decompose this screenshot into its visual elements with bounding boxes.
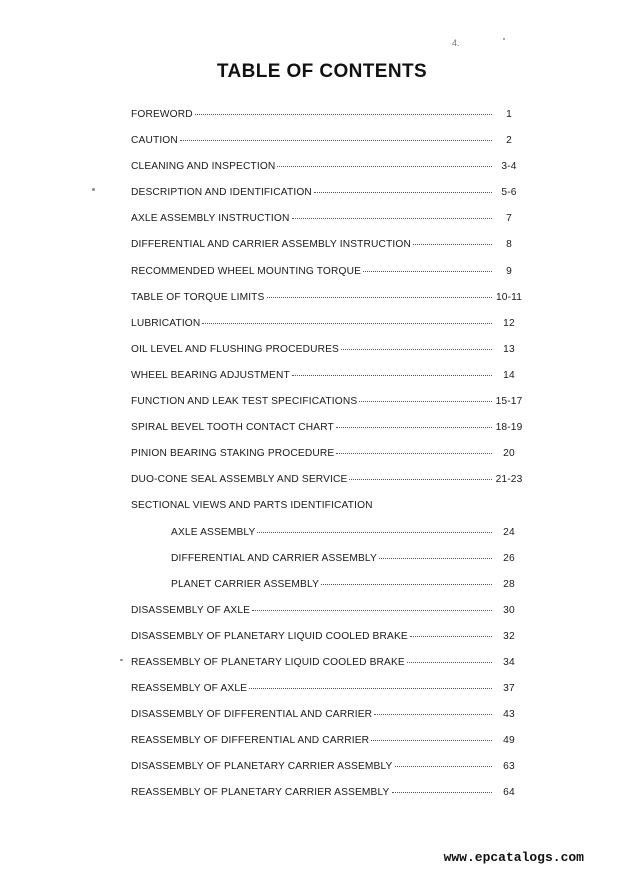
toc-entry-page: 64 [503, 787, 515, 799]
scan-mark: 4. [452, 38, 460, 48]
toc-entry-page: 21-23 [495, 474, 523, 486]
toc-entry-page: 28 [503, 578, 515, 590]
scan-speck [503, 38, 505, 40]
toc-entry[interactable] [131, 187, 523, 213]
toc-entry[interactable] [131, 239, 523, 265]
dot-leader [395, 766, 493, 767]
toc-entry-page: 9 [506, 265, 512, 277]
dot-leader [410, 636, 492, 637]
dot-leader [336, 427, 492, 428]
dot-leader [292, 218, 493, 219]
toc-entry[interactable] [131, 448, 523, 474]
toc-entry-page: 18-19 [495, 422, 523, 434]
toc-entry[interactable] [131, 761, 523, 787]
toc-entry[interactable] [131, 709, 523, 735]
toc-entry-page: 63 [503, 761, 515, 773]
toc-entry-page: 20 [503, 448, 515, 460]
toc-entry-label: AXLE ASSEMBLY INSTRUCTION [131, 213, 290, 225]
toc-entry[interactable] [131, 266, 523, 292]
toc-entry-page: 14 [503, 369, 515, 381]
toc-entry[interactable] [131, 292, 523, 318]
toc-entry-label: PINION BEARING STAKING PROCEDURE [131, 448, 335, 460]
dot-leader [180, 140, 492, 141]
toc-entry-label: DUO-CONE SEAL ASSEMBLY AND SERVICE [131, 474, 348, 486]
dot-leader [363, 271, 492, 272]
toc-entry[interactable] [131, 422, 523, 448]
toc-entry-page: 2 [506, 135, 512, 147]
dot-leader [371, 740, 492, 741]
toc-entry-label: DISASSEMBLY OF DIFFERENTIAL AND CARRIER [131, 709, 373, 721]
dot-leader [267, 297, 493, 298]
dot-leader [252, 610, 492, 611]
dot-leader [321, 584, 492, 585]
toc-entry-page: 26 [503, 552, 515, 564]
dot-leader [379, 558, 492, 559]
toc-entry[interactable] [131, 500, 523, 526]
scan-speck [92, 188, 95, 191]
toc-entry-label: DIFFERENTIAL AND CARRIER ASSEMBLY [171, 552, 377, 564]
toc-entry-label: TABLE OF TORQUE LIMITS [131, 291, 265, 303]
toc-entry-page: 15-17 [495, 396, 523, 408]
toc-entry-label: DISASSEMBLY OF PLANETARY LIQUID COOLED BRAKE [131, 630, 408, 642]
toc-entry-page: 8 [506, 239, 512, 251]
toc-entry[interactable] [131, 396, 523, 422]
toc-entry-page: 13 [503, 343, 515, 355]
table-of-contents [131, 109, 523, 814]
toc-entry[interactable] [131, 344, 523, 370]
toc-entry-page: 10-11 [495, 291, 523, 303]
toc-entry-label: DISASSEMBLY OF AXLE [131, 604, 251, 616]
dot-leader [341, 349, 492, 350]
toc-entry-label: REASSEMBLY OF DIFFERENTIAL AND CARRIER [131, 735, 370, 747]
dot-leader [292, 375, 492, 376]
toc-entry-label: RECOMMENDED WHEEL MOUNTING TORQUE [131, 265, 362, 277]
dot-leader [249, 688, 492, 689]
toc-entry-label: CAUTION [131, 135, 178, 147]
toc-entry-page: 12 [503, 317, 515, 329]
dot-leader [257, 532, 492, 533]
toc-entry-label: REASSEMBLY OF PLANETARY CARRIER ASSEMBLY [131, 787, 390, 799]
toc-entry-label: FUNCTION AND LEAK TEST SPECIFICATIONS [131, 396, 358, 408]
page-title: TABLE OF CONTENTS [216, 60, 428, 82]
toc-entry[interactable] [131, 735, 523, 761]
toc-entry-page: 49 [503, 735, 515, 747]
toc-entry-page: 7 [506, 213, 512, 225]
toc-entry-label: DISASSEMBLY OF PLANETARY CARRIER ASSEMBLY [131, 761, 393, 773]
toc-entry[interactable] [131, 109, 523, 135]
toc-entry-label: REASSEMBLY OF PLANETARY LIQUID COOLED BRAKE [131, 656, 405, 668]
dot-leader [392, 792, 492, 793]
toc-entry-page: 5-6 [501, 187, 517, 199]
toc-entry-label: FOREWORD [131, 109, 193, 120]
dot-leader [407, 662, 492, 663]
toc-entry[interactable] [131, 135, 523, 161]
toc-entry[interactable] [131, 213, 523, 239]
dot-leader [413, 244, 492, 245]
dot-leader [336, 453, 492, 454]
toc-entry-page: 30 [503, 604, 515, 616]
dot-leader [277, 166, 492, 167]
toc-entry-page: 37 [503, 683, 515, 695]
toc-entry-page: 24 [503, 526, 515, 538]
toc-entry-label: LUBRICATION [131, 317, 201, 329]
toc-entry-page: 1 [506, 109, 512, 120]
toc-entry-label: DESCRIPTION AND IDENTIFICATION [131, 187, 312, 199]
toc-entry[interactable] [131, 553, 523, 579]
toc-entry-label: DIFFERENTIAL AND CARRIER ASSEMBLY INSTRUCTION [131, 239, 411, 251]
toc-entry-label: WHEEL BEARING ADJUSTMENT [131, 369, 290, 381]
toc-entry-page: 32 [503, 630, 515, 642]
toc-entry[interactable] [131, 161, 523, 187]
toc-entry[interactable] [131, 683, 523, 709]
dot-leader [349, 479, 492, 480]
toc-entry-label: CLEANING AND INSPECTION [131, 161, 276, 173]
toc-entry[interactable] [131, 474, 523, 500]
toc-entry[interactable] [131, 318, 523, 344]
toc-entry-label: AXLE ASSEMBLY [171, 526, 256, 538]
toc-entry-label: OIL LEVEL AND FLUSHING PROCEDURES [131, 343, 339, 355]
toc-entry[interactable] [131, 370, 523, 396]
toc-entry[interactable] [131, 605, 523, 631]
toc-entry[interactable] [131, 631, 523, 657]
dot-leader [202, 323, 492, 324]
toc-entry-label: REASSEMBLY OF AXLE [131, 683, 248, 695]
toc-entry-label: SECTIONAL VIEWS AND PARTS IDENTIFICATION [131, 500, 373, 512]
toc-entry[interactable] [131, 579, 523, 605]
dot-leader [359, 401, 492, 402]
footer-url[interactable]: www.epcatalogs.com [443, 850, 584, 865]
toc-entry[interactable] [131, 787, 523, 813]
toc-entry-page: 3-4 [501, 161, 517, 173]
toc-entry[interactable] [131, 527, 523, 553]
scan-speck [120, 659, 123, 661]
dot-leader [374, 714, 492, 715]
toc-entry-page: 34 [503, 656, 515, 668]
dot-leader [195, 114, 492, 115]
dot-leader [314, 192, 492, 193]
toc-entry-page: 43 [503, 709, 515, 721]
toc-entry-label: PLANET CARRIER ASSEMBLY [171, 578, 320, 590]
toc-entry-label: SPIRAL BEVEL TOOTH CONTACT CHART [131, 422, 334, 434]
toc-entry[interactable] [131, 657, 523, 683]
